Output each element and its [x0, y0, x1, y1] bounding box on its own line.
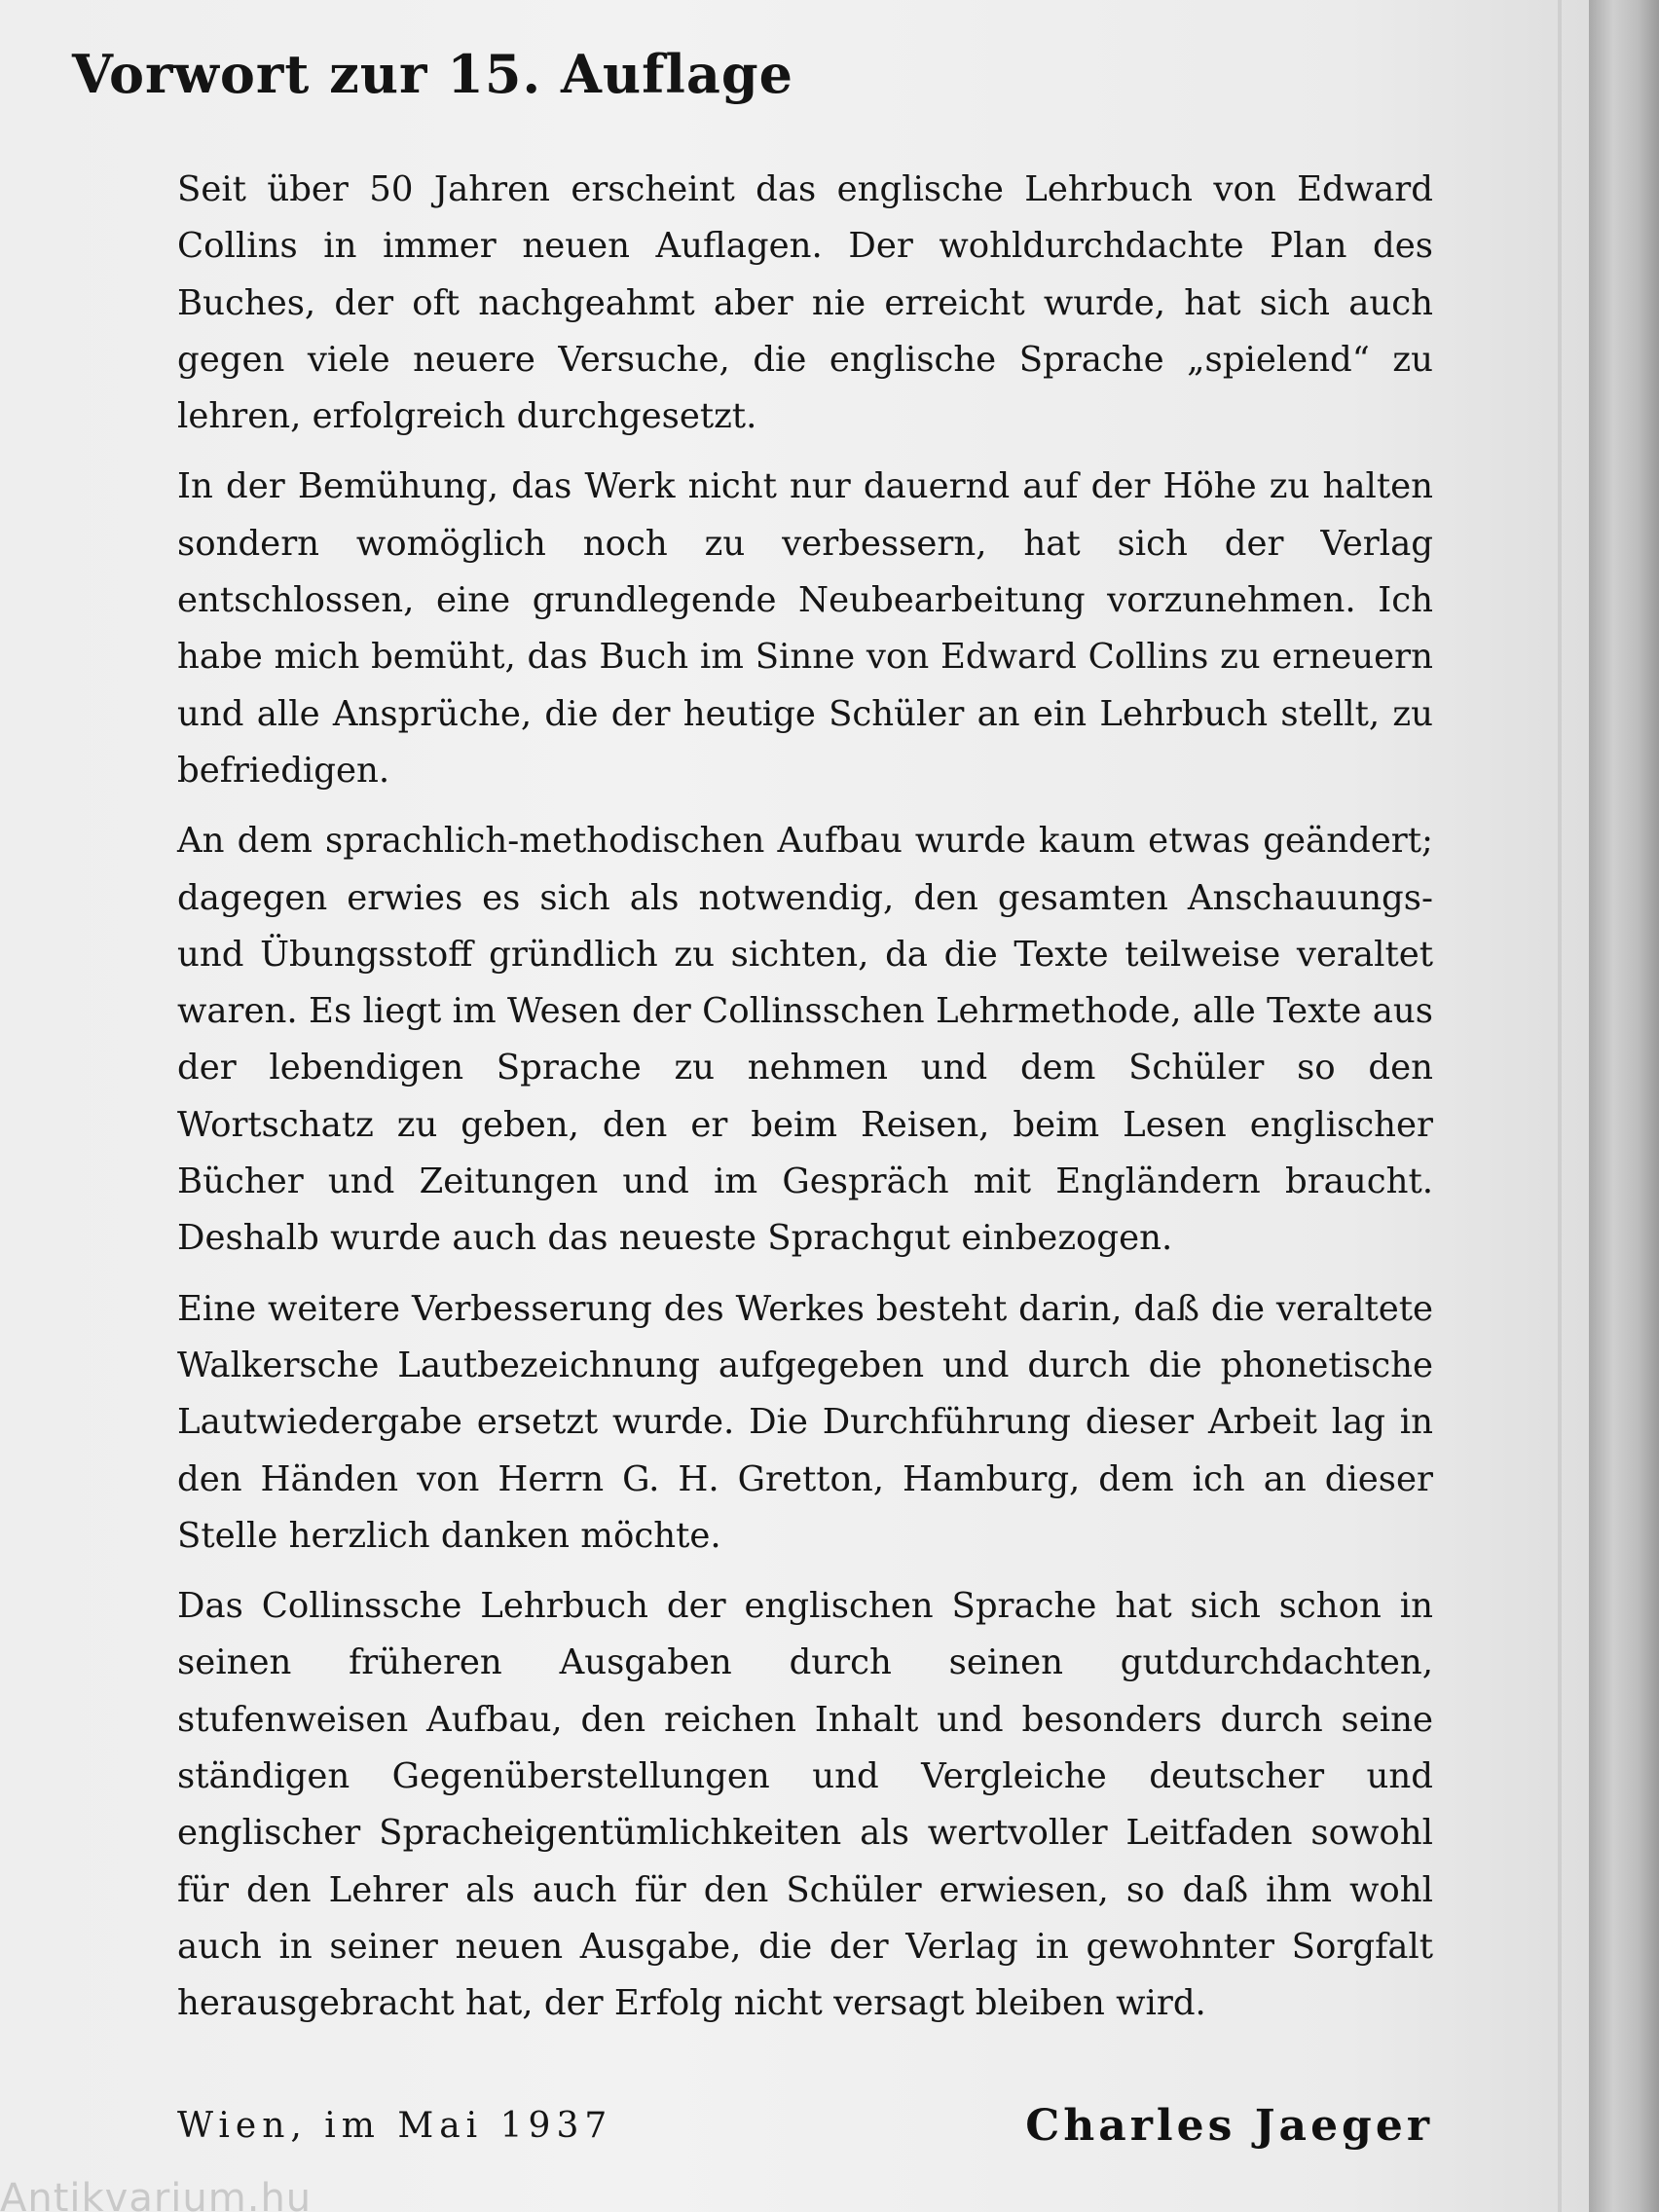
paragraph: Seit über 50 Jahren erscheint das englische Lehrbuch von Edward Collins in immer neuen Auflagen. Der wohldurchdachte Plan des Buches, der oft nachgeahmt aber nie erreicht wurde, hat sich auch gegen viele neuere Versuche, die englische Sprache „spielend“ zu lehren, erfolgreich durchgesetzt.: [177, 169, 1433, 437]
paragraph: In der Bemühung, das Werk nicht nur dauernd auf der Höhe zu halten sondern womöglich noch zu verbessern, hat sich der Verlag entschlossen, eine grundlegende Neubearbeitung vorzunehmen. Ich habe mich bemüht, das Buch im Sinne von Edward Collins zu erneuern und alle Ansprüche, die der heutige Schüler an ein Lehrbuch stellt, zu befriedigen.: [177, 466, 1433, 791]
book-spine-edge: [1589, 0, 1659, 2212]
page-footer: [177, 2095, 1433, 2157]
paragraph: Das Collinssche Lehrbuch der englischen Sprache hat sich schon in seinen früheren Ausgaben durch seinen gutdurchdachten, stufenweisen Aufbau, den reichen Inhalt und besonders durch seine ständigen Gegenüberstellungen und Vergleiche deutscher und englischer Spracheigentümlichkeiten als wertvoller Leitfaden sowohl für den Lehrer als auch für den Schüler erwiesen, so daß ihm wohl auch in seiner neuen Ausgabe, die der Verlag in gewohnter Sorgfalt herausgebracht hat, der Erfolg nicht versagt bleiben wird.: [177, 1586, 1433, 2024]
preface-body: [177, 162, 1433, 2046]
paragraph: An dem sprachlich-methodischen Aufbau wurde kaum etwas geändert; dagegen erwies es sich als notwendig, den gesamten Anschauungs- und Übungsstoff gründlich zu sichten, da die Texte teilweise veraltet waren. Es liegt im Wesen der Collinsschen Lehrmethode, alle Texte aus der lebendigen Sprache zu nehmen und dem Schüler so den Wortschatz zu geben, den er beim Reisen, beim Lesen englischer Bücher und Zeitungen und im Gespräch mit Engländern braucht. Deshalb wurde auch das neueste Sprachgut einbezogen.: [177, 821, 1433, 1259]
author-signature: Charles Jaeger: [1025, 2101, 1433, 2151]
place-and-date: Wien, im Mai 1937: [177, 2106, 613, 2146]
page-title: Vorwort zur 15. Auflage: [72, 43, 794, 105]
paragraph: Eine weitere Verbesserung des Werkes besteht darin, daß die veraltete Walkersche Lautbezeichnung aufgegeben und durch die phonetische Lautwiedergabe ersetzt wurde. Die Durchführung dieser Arbeit lag in den Händen von Herrn G. H. Gretton, Hamburg, dem ich an dieser Stelle herzlich danken möchte.: [177, 1288, 1433, 1556]
page-edge-shadow: [1558, 0, 1562, 2212]
watermark: Antikvarium.hu: [0, 2179, 313, 2212]
